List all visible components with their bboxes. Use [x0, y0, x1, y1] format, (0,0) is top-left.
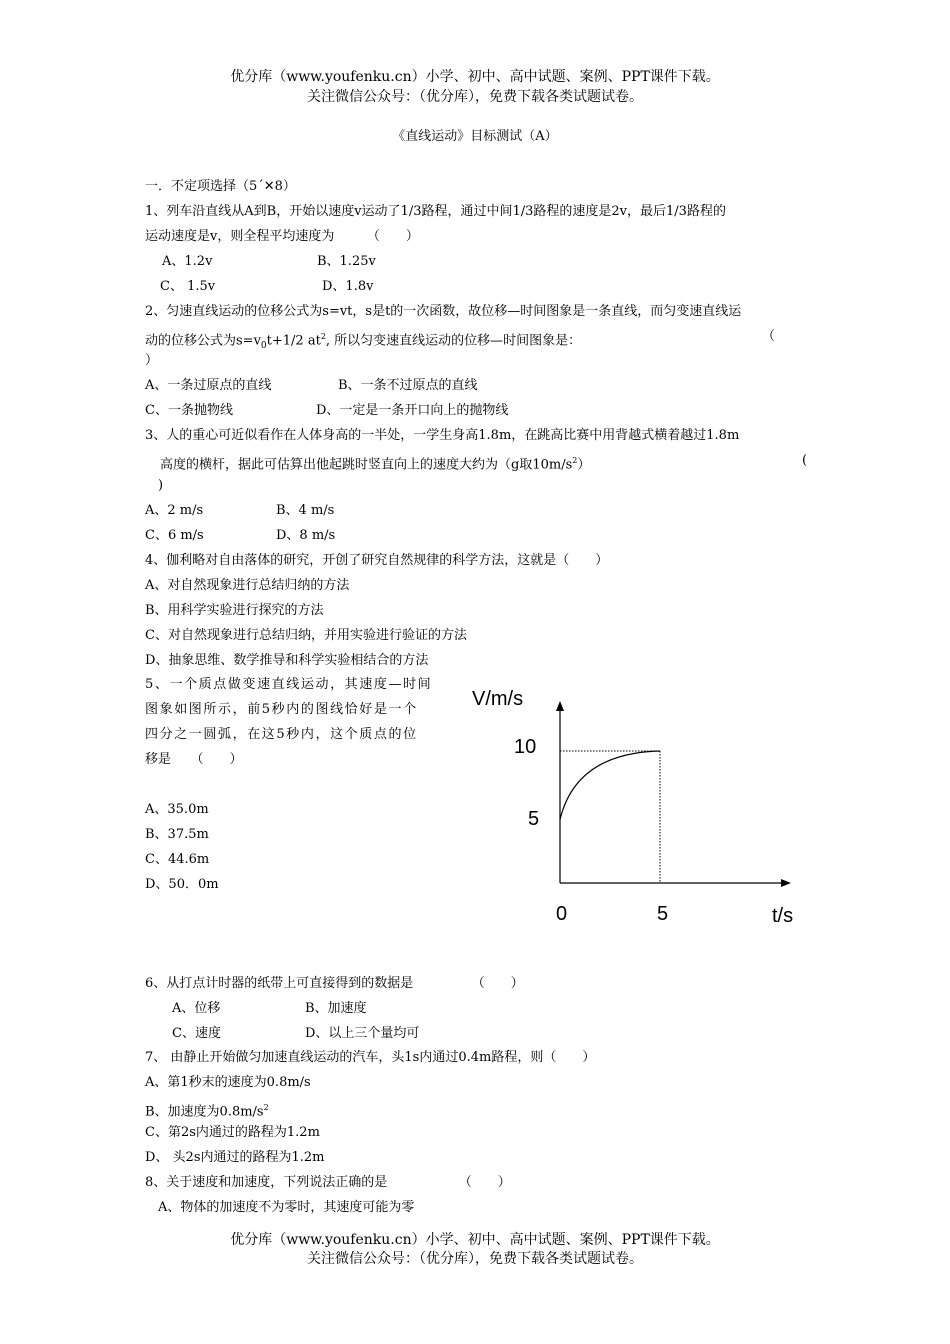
formula-part: , 所以匀变速直线运动的位移—时间图象是：: [325, 333, 582, 349]
option-b: [145, 1100, 269, 1120]
velocity-time-chart: [540, 695, 800, 895]
option-c: C、44.6m: [145, 852, 210, 867]
question-text: 5、一个质点做变速直线运动，其速度—时间: [145, 677, 433, 692]
footer-line-1: 优分库（www.youfenku.cn）小学、初中、高中试题、案例、PPT课件下载。: [230, 1232, 720, 1248]
question-text: 4、伽利略对自由落体的研究，开创了研究自然规律的科学方法，这就是（ ）: [145, 553, 609, 568]
option-a: A、对自然现象进行总结归纳的方法: [145, 578, 350, 593]
text-part: 高度的横杆，据此可估算出他起跳时竖直向上的速度大约为（g取10m/s: [160, 457, 573, 473]
option-b: B、加速度: [305, 1001, 367, 1016]
chart-x-tick-label: 5: [657, 903, 669, 925]
chart-x-axis-label: t/s: [772, 905, 794, 927]
question-text: 1、列车沿直线从A到B，开始以速度v运动了1/3路程，通过中间1/3路程的速度是2v，最后1/3路程的: [145, 204, 726, 219]
option-d: D、抽象思维、数学推导和科学实验相结合的方法: [145, 653, 429, 668]
option-c: C、速度: [172, 1026, 221, 1041]
chart-y-axis-arrow: [556, 701, 564, 711]
answer-paren-close: ）: [145, 353, 159, 368]
option-a: A、2 m/s: [145, 503, 204, 518]
page-title: 《直线运动》目标测试（A）: [392, 129, 558, 144]
option-d: D、一定是一条开口向上的抛物线: [316, 403, 509, 418]
question-text: 3、人的重心可近似看作在人体身高的一半处，一学生身高1.8m，在跳高比赛中用背越式横着越过1.8m: [145, 428, 740, 443]
option-d: D、以上三个量均可: [305, 1026, 420, 1041]
option-b: B、4 m/s: [276, 503, 335, 518]
option-a: A、1.2v: [162, 254, 213, 269]
subscript: 0: [260, 340, 267, 351]
option-c: C、对自然现象进行总结归纳，并用实验进行验证的方法: [145, 628, 467, 643]
chart-series-line: [560, 751, 660, 820]
answer-paren-open: （: [762, 329, 776, 344]
option-b: B、一条不过原点的直线: [338, 378, 478, 393]
header-line-1: 优分库（www.youfenku.cn）小学、初中、高中试题、案例、PPT课件下载。: [230, 69, 720, 85]
option-a: A、物体的加速度不为零时，其速度可能为零: [158, 1200, 415, 1215]
option-b: B、1.25v: [317, 254, 376, 269]
option-a: A、一条过原点的直线: [145, 378, 272, 393]
question-text: 四分之一圆弧，在这5秒内，这个质点的位: [145, 727, 418, 742]
chart-y-axis-label: V/m/s: [472, 688, 524, 710]
question-text: 6、从打点计时器的纸带上可直接得到的数据是 （ ）: [145, 976, 524, 991]
chart-x-axis-arrow: [781, 879, 791, 887]
question-text: 图象如图所示，前5秒内的图线恰好是一个: [145, 702, 418, 717]
footer-line-2: 关注微信公众号：（优分库），免费下载各类试题试卷。: [307, 1251, 643, 1267]
chart-y-tick-label: 10: [514, 736, 537, 758]
question-text: 移是 （ ）: [145, 752, 243, 767]
question-text: 运动速度是v，则全程平均速度为 （ ）: [145, 229, 419, 244]
option-d: D、 头2s内通过的路程为1.2m: [145, 1150, 325, 1165]
option-a: A、第1秒末的速度为0.8m/s: [145, 1075, 311, 1090]
question-text: 7、 由静止开始做匀加速直线运动的汽车，头1s内通过0.4m路程，则（ ）: [145, 1050, 596, 1065]
chart-x-tick-label: 0: [556, 903, 568, 925]
header-line-2: 关注微信公众号：（优分库），免费下载各类试题试卷。: [307, 89, 643, 105]
question-formula-line: [145, 329, 581, 354]
option-c: C、第2s内通过的路程为1.2m: [145, 1125, 320, 1140]
question-text: 8、关于速度和加速度，下列说法正确的是 （ ）: [145, 1175, 511, 1190]
superscript: 2: [572, 456, 578, 465]
formula-part: 动的位移公式为s=v: [145, 333, 261, 349]
formula-part: t+1/2 at: [266, 333, 321, 349]
option-c: C、 1.5v: [160, 279, 216, 294]
text-part: ）: [577, 457, 591, 473]
option-c: C、一条抛物线: [145, 403, 233, 418]
option-c: C、6 m/s: [145, 528, 204, 543]
text-part: B、加速度为0.8m/s: [145, 1104, 264, 1120]
question-text: [160, 453, 590, 473]
option-a: A、35.0m: [145, 802, 209, 817]
superscript: 2: [263, 1103, 269, 1112]
option-a: A、位移: [172, 1001, 221, 1016]
option-d: D、1.8v: [322, 279, 374, 294]
section-heading: 一．不定项选择（5´✕8）: [145, 179, 296, 194]
answer-paren-open: (: [802, 453, 808, 468]
option-b: B、37.5m: [145, 827, 209, 842]
option-d: D、50．0m: [145, 877, 219, 892]
chart-y-tick-label: 5: [528, 808, 540, 830]
option-d: D、8 m/s: [276, 528, 336, 543]
superscript: 2: [320, 332, 326, 341]
question-text: 2、匀速直线运动的位移公式为s=vt，s是t的一次函数，故位移—时间图象是一条直线，而匀变速直线运: [145, 304, 742, 319]
option-b: B、用科学实验进行探究的方法: [145, 603, 324, 618]
answer-paren-close: ): [158, 478, 164, 493]
